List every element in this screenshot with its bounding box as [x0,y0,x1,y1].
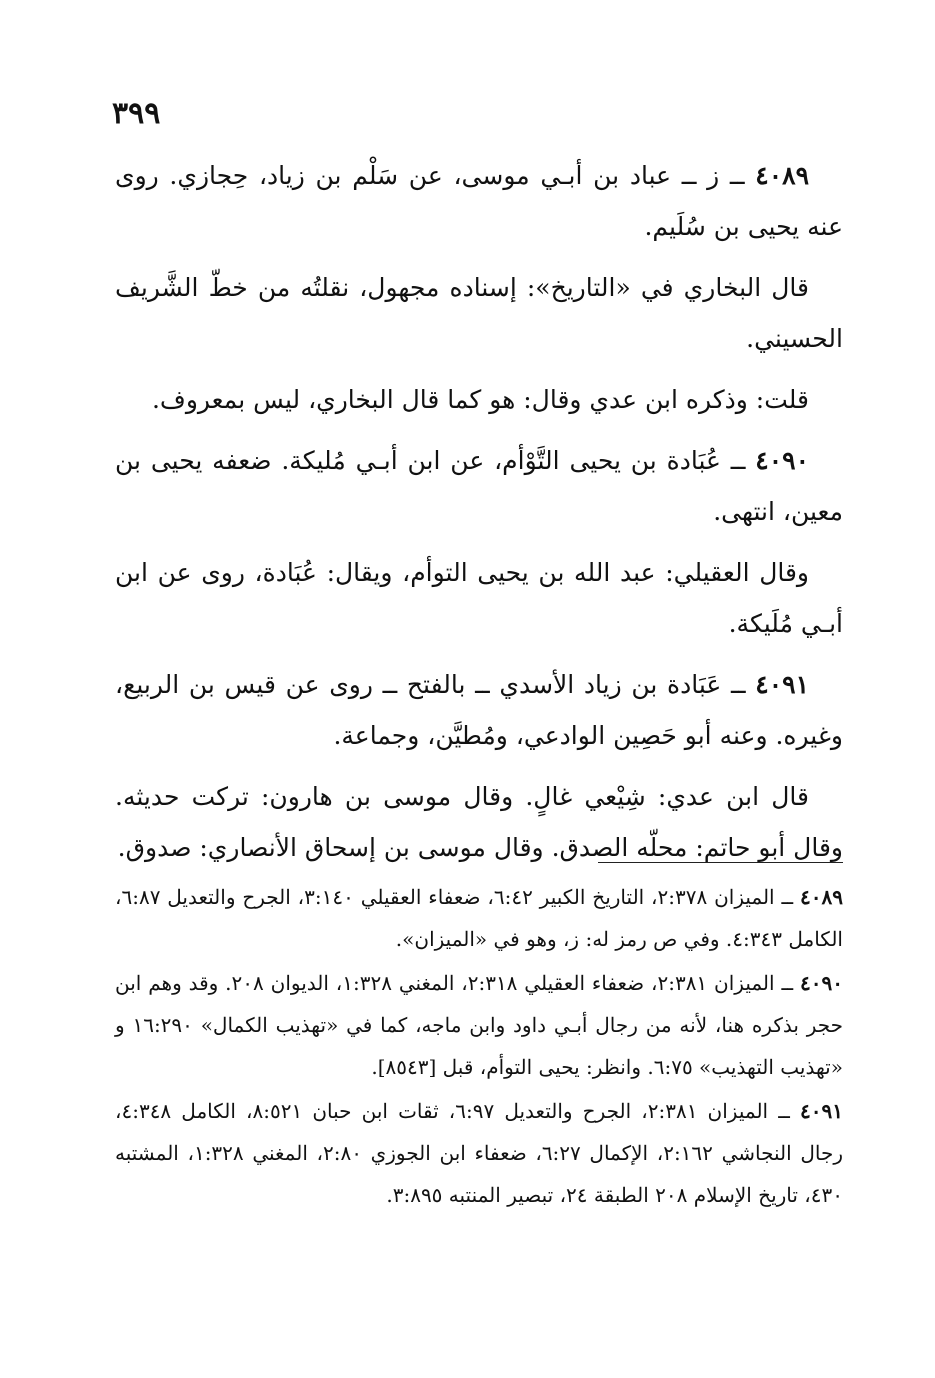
footnote-divider [598,862,843,863]
paragraph-text: قلت: وذكره ابن عدي وقال: هو كما قال البخاري، ليس بمعروف. [151,385,809,414]
entry-number: ٤٠٩١ [755,670,809,699]
entry-4089 [115,150,843,252]
footnote-4091 [115,1090,843,1216]
footnote-4089 [115,876,843,960]
footnote-4090 [115,962,843,1088]
paragraph-text: وقال العقيلي: عبد الله بن يحيى التوأم، ويقال: عُبَادة، روى عن ابن أبـي مُلَيكة. [115,558,843,638]
page-number: ٣٩٩ [112,96,161,131]
paragraph-ibn-adi [115,374,843,425]
paragraph-text: قال ابن عدي: شِيْعي غالٍ. وقال موسى بن هارون: تركت حديثه. وقال أبو حاتم: محلّه الصدق. وقال موسى بن إسحاق الأنصاري: صدوق. [115,782,843,862]
paragraph-ibn-adi-2 [115,771,843,873]
entry-text: ــ عُبَادة بن يحيى التَّوْأم، عن ابن أبـي مُليكة. ضعفه يحيى بن معين، انتهى. [115,446,843,526]
footnote-number: ٤٠٨٩ [800,885,843,909]
footnote-number: ٤٠٩١ [800,1099,843,1123]
paragraph-bukhari [115,262,843,364]
footnote-number: ٤٠٩٠ [800,971,843,995]
footnote-text: ــ الميزان ٢:٣٨١، الجرح والتعديل ٦:٩٧، ثقات ابن حبان ٨:٥٢١، الكامل ٤:٣٤٨، رجال النجاشي ٢:١٦٢، الإكمال ٦:٢٧، ضعفاء ابن الجوزي ٢:٨٠، المغني ١:٣٢٨، المشتبه ٤٣٠، تاريخ الإسلام ٢٠٨ الطبقة ٢٤، تبصير المنتبه ٣:٨٩٥. [115,1099,843,1207]
entry-text: ــ ز ــ عباد بن أبـي موسى، عن سَلْم بن زياد، حِجازي. روى عنه يحيى بن سُلَيم. [115,161,843,241]
paragraph-text: قال البخاري في «التاريخ»: إسناده مجهول، نقلتُه من خطّ الشَّريف الحسيني. [115,273,843,353]
paragraph-uqayli [115,547,843,649]
footnotes [115,876,843,1218]
entry-text: ــ عَبَادة بن زياد الأسدي ــ بالفتح ــ روى عن قيس بن الربيع، وغيره. وعنه أبو حَصِين الوادعي، ومُطيَّن، وجماعة. [115,670,843,750]
entry-4090 [115,435,843,537]
footnote-text: ــ الميزان ٢:٣٨١، ضعفاء العقيلي ٢:٣١٨، المغني ١:٣٢٨، الديوان ٢٠٨. وقد وهم ابن حجر بذكره هنا، لأنه من رجال أبـي داود وابن ماجه، كما في «تهذيب الكمال» ١٦:٢٩٠ و «تهذيب التهذيب» ٦:٧٥. وانظر: يحيى التوأم، قبل [٨٥٤٣]. [115,971,844,1079]
main-text [115,150,843,883]
entry-number: ٤٠٨٩ [755,161,809,190]
footnote-text: ــ الميزان ٢:٣٧٨، التاريخ الكبير ٦:٤٢، ضعفاء العقيلي ٣:١٤٠، الجرح والتعديل ٦:٨٧، الكامل ٤:٣٤٣. وفي ص رمز له: ز، وهو في «الميزان». [115,885,843,951]
entry-number: ٤٠٩٠ [755,446,809,475]
entry-4091 [115,659,843,761]
